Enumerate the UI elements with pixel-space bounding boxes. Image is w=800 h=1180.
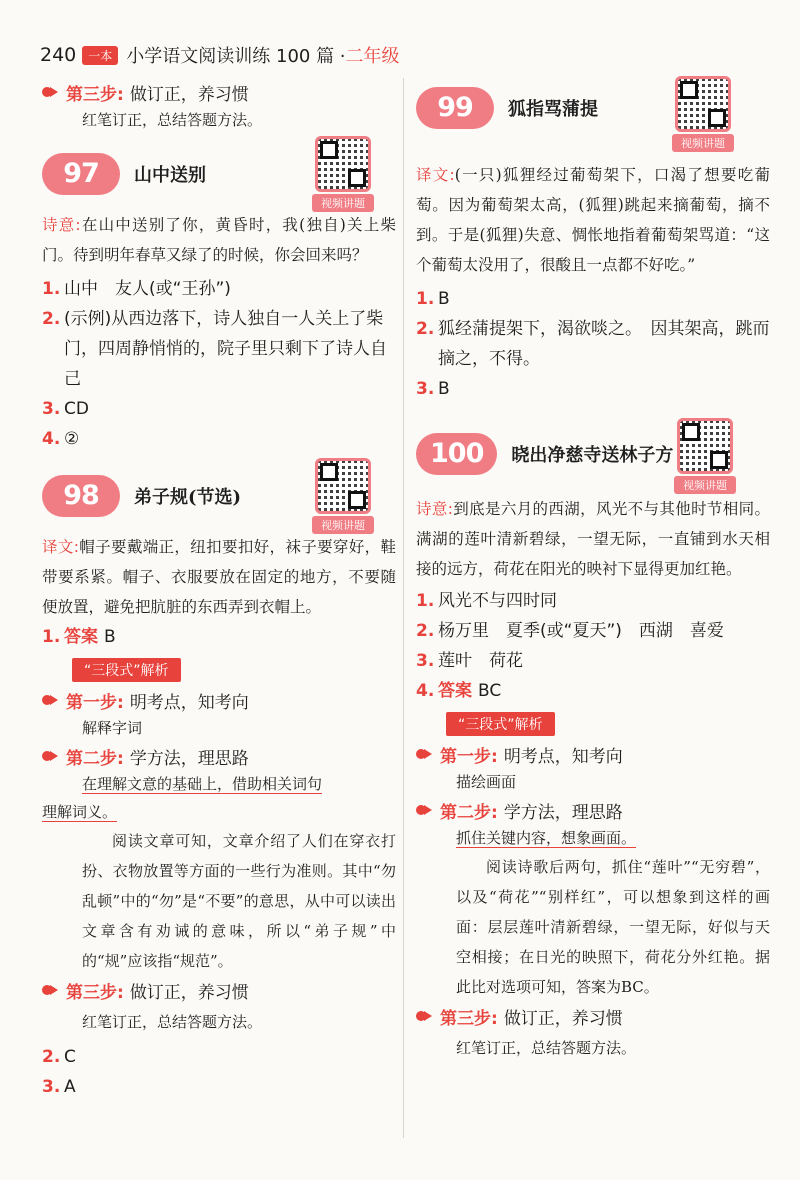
answer-text: B <box>104 627 116 647</box>
step-text: 学方法，理思路 <box>129 748 249 769</box>
step-arrow-icon <box>42 984 58 996</box>
step-three-heading <box>42 976 396 1004</box>
step-one-heading <box>42 686 396 714</box>
answer-text: B <box>438 289 450 309</box>
answer-item <box>416 374 770 404</box>
para-text: 到底是六月的西湖，风光不与其他时节相同。满湖的莲叶清新碧绿，一望无际，一直铺到水天相接的远方，荷花在阳光的映衬下显得更加红艳。 <box>416 500 770 578</box>
step-detail-continued <box>42 798 396 826</box>
step-one-heading <box>416 740 770 768</box>
step-arrow-icon <box>42 86 58 98</box>
analysis-text: 阅读文章可知，文章介绍了人们在穿衣打扮、衣物放置等方面的一些行为准则。其中“勿乱顿”中的“勿”是“不要”的意思，从中可以读出文章含有劝诫的意味，所以“弟子规”中的“规”应该指“规范”。 <box>82 832 396 970</box>
answer-num: 3. <box>416 379 435 399</box>
answer-text: CD <box>64 399 89 419</box>
answer-text: C <box>64 1047 76 1067</box>
section-99-translation <box>416 160 770 280</box>
answer-num: 3. <box>416 651 435 671</box>
qr-code-icon <box>677 418 733 474</box>
step-label: 第二步: <box>66 748 124 769</box>
qr-code-icon <box>315 458 371 514</box>
para-tag: 译文: <box>42 538 79 556</box>
step-label: 第三步: <box>66 84 124 105</box>
qr-caption: 视频讲题 <box>312 194 374 212</box>
answer-item <box>416 314 770 374</box>
step-three-heading <box>416 1002 770 1030</box>
qr-code[interactable] <box>672 76 734 152</box>
step-detail-b: 理解词义。 <box>42 803 118 821</box>
right-column <box>416 78 770 1062</box>
step-detail-a: 在理解文意的基础上，借助相关词句 <box>82 775 323 793</box>
answer-text: BC <box>478 681 502 701</box>
section-98-translation <box>42 532 396 622</box>
section-100-translation <box>416 494 770 584</box>
answer-text: 莲叶 荷花 <box>438 651 523 671</box>
step-arrow-icon <box>416 1010 432 1022</box>
answer-num: 3. <box>42 1077 61 1097</box>
book-title: 小学语文阅读训练 100 篇 · <box>126 46 346 67</box>
qr-caption: 视频讲题 <box>672 134 734 152</box>
analysis-label: “三段式”解析 <box>72 658 181 682</box>
answer-num: 1. <box>42 279 61 299</box>
step-arrow-icon <box>416 748 432 760</box>
step-text: 做订正，养习惯 <box>129 84 249 105</box>
step-detail-text: 抓住关键内容，想象画面。 <box>456 829 637 847</box>
step-detail: 解释字词 <box>82 719 143 737</box>
answer-item <box>416 284 770 314</box>
step-detail: 描绘画面 <box>456 773 517 791</box>
section-98-title <box>42 466 396 532</box>
answer-item <box>42 304 396 394</box>
step-detail <box>42 770 396 798</box>
answer-item <box>42 622 396 652</box>
answer-num: 2. <box>416 319 435 339</box>
section-title: 狐指骂蒲提 <box>508 99 598 120</box>
section-98-answers <box>42 1042 396 1102</box>
answer-label: 答案 <box>438 681 472 701</box>
section-99-title <box>416 78 770 150</box>
step-text: 明考点，知考向 <box>129 692 249 713</box>
qr-code-icon <box>675 76 731 132</box>
step-detail: 红笔订正，总结答题方法。 <box>456 1039 637 1057</box>
step-text: 做订正，养习惯 <box>503 1008 623 1029</box>
step-detail: 红笔订正，总结答题方法。 <box>82 1013 263 1031</box>
step-arrow-icon <box>416 804 432 816</box>
book-grade: 二年级 <box>345 46 400 67</box>
answer-item <box>42 1042 396 1072</box>
answer-item <box>416 676 770 706</box>
answer-text: 山中 友人(或“王孙”) <box>64 279 231 299</box>
answer-item <box>42 274 396 304</box>
section-99-answers <box>416 284 770 404</box>
answer-item <box>42 1072 396 1102</box>
step-label: 第一步: <box>66 692 124 713</box>
answer-num: 4. <box>42 429 61 449</box>
section-100-title <box>416 424 770 492</box>
step-text: 学方法，理思路 <box>503 802 623 823</box>
answer-num: 1. <box>416 289 435 309</box>
qr-code-icon <box>315 136 371 192</box>
answer-item <box>42 424 396 454</box>
step-arrow-icon <box>42 694 58 706</box>
left-column <box>42 78 396 1102</box>
section-title: 弟子规(节选) <box>134 487 242 508</box>
answer-text: ② <box>64 429 80 449</box>
answer-text: (示例)从西边落下，诗人独自一人关上了柴门，四周静悄悄的，院子里只剩下了诗人自己 <box>64 309 387 389</box>
step-text: 做订正，养习惯 <box>129 982 249 1003</box>
answer-num: 3. <box>42 399 61 419</box>
answer-item <box>42 394 396 424</box>
analysis-label: “三段式”解析 <box>446 712 555 736</box>
section-number-badge: 97 <box>42 153 120 195</box>
para-text: 在山中送别了你，黄昏时，我(独自)关上柴门。待到明年春草又绿了的时候，你会回来吗？ <box>42 216 396 264</box>
book-badge: 一本 <box>82 46 118 65</box>
page-header <box>40 42 400 68</box>
answer-text: 狐经蒲提架下，渴欲啖之。 因其架高，跳而摘之，不得。 <box>438 319 770 369</box>
section-97-title <box>42 144 396 210</box>
answer-label: 答案 <box>64 627 98 647</box>
step-detail <box>416 824 770 852</box>
qr-code[interactable] <box>674 418 736 494</box>
step-detail: 红笔订正，总结答题方法。 <box>82 111 263 129</box>
qr-code[interactable] <box>312 458 374 534</box>
para-tag: 诗意: <box>42 216 81 234</box>
para-tag: 诗意: <box>416 500 453 518</box>
analysis-text: 阅读诗歌后两句，抓住“莲叶”“无穷碧”，以及“荷花”“别样红”，可以想象到这样的画面：层层莲叶清新碧绿，一望无际，好似与天空相接；在日光的映照下，荷花分外红艳。据此比对选项可知，答案为BC。 <box>456 858 770 996</box>
qr-caption: 视频讲题 <box>312 516 374 534</box>
section-100-answers <box>416 586 770 706</box>
step-label: 第二步: <box>440 802 498 823</box>
section-97-answers <box>42 274 396 454</box>
step-text: 明考点，知考向 <box>503 746 623 767</box>
page-number: 240 <box>40 44 77 66</box>
section-number-badge: 100 <box>416 433 497 475</box>
answer-num: 1. <box>416 591 435 611</box>
answer-num: 2. <box>42 1047 61 1067</box>
step-label: 第一步: <box>440 746 498 767</box>
column-divider <box>403 78 404 1138</box>
para-text: 帽子要戴端正，纽扣要扣好，袜子要穿好，鞋带要系紧。帽子、衣服要放在固定的地方，不要随便放置，避免把肮脏的东西弄到衣帽上。 <box>42 538 396 616</box>
qr-caption: 视频讲题 <box>674 476 736 494</box>
step-arrow-icon <box>42 750 58 762</box>
answer-text: B <box>438 379 450 399</box>
answer-item <box>416 646 770 676</box>
answer-item <box>416 616 770 646</box>
step-two-heading <box>416 796 770 824</box>
para-text: (一只)狐狸经过葡萄架下，口渴了想要吃葡萄。因为葡萄架太高，(狐狸)跳起来摘葡萄，摘不到。于是(狐狸)失意、惆怅地指着葡萄架骂道：“这个葡萄太没用了，很酸且一点都不好吃。” <box>416 166 770 274</box>
step-two-heading <box>42 742 396 770</box>
answer-num: 1. <box>42 627 61 647</box>
step-label: 第三步: <box>440 1008 498 1029</box>
qr-code[interactable] <box>312 136 374 212</box>
answer-item <box>416 586 770 616</box>
answer-text: 风光不与四时同 <box>438 591 557 611</box>
section-title: 山中送别 <box>134 165 206 186</box>
answer-num: 2. <box>42 309 61 329</box>
answer-text: A <box>64 1077 76 1097</box>
answer-text: 杨万里 夏季(或“夏天”) 西湖 喜爱 <box>438 621 724 641</box>
answer-num: 2. <box>416 621 435 641</box>
section-97-translation <box>42 210 396 270</box>
section-number-badge: 99 <box>416 87 494 129</box>
section-title: 晓出净慈寺送林子方 <box>511 445 674 466</box>
para-tag: 译文: <box>416 166 455 184</box>
section-number-badge: 98 <box>42 475 120 517</box>
answer-num: 4. <box>416 681 435 701</box>
step-label: 第三步: <box>66 982 124 1003</box>
step-three-heading <box>42 78 396 106</box>
